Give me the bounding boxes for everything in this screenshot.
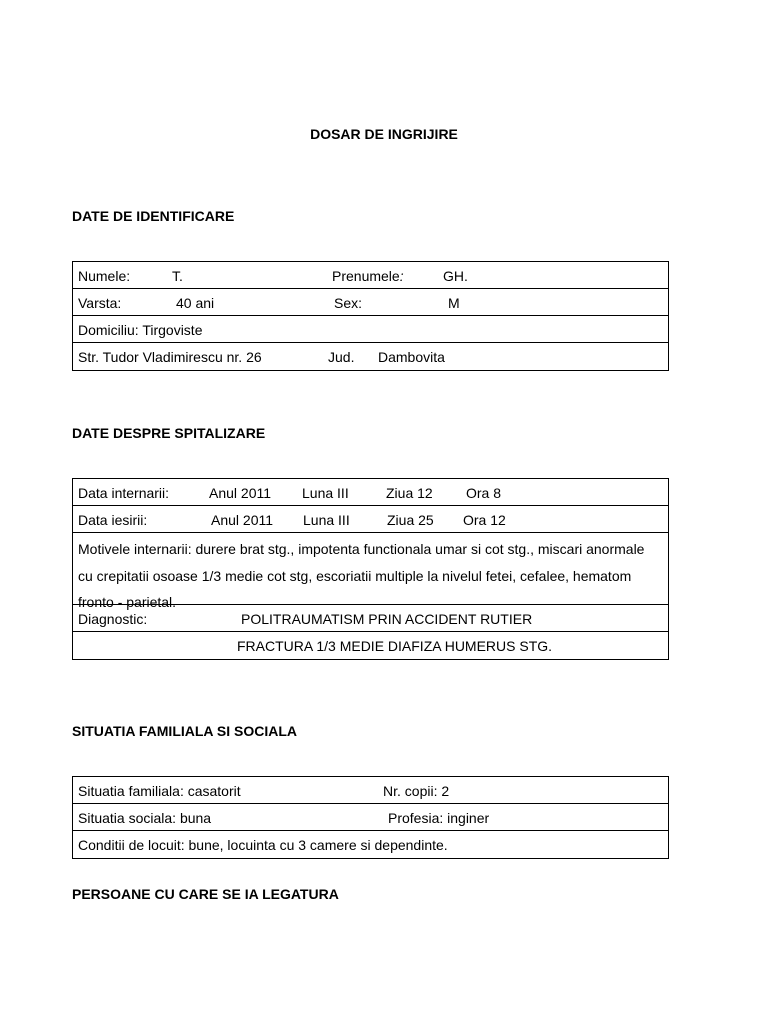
section-heading-spitalizare: DATE DESPRE SPITALIZARE — [72, 425, 266, 441]
diagnostic-label: Diagnostic: — [78, 611, 148, 627]
table-row — [73, 831, 668, 858]
motive-internare-text: Motivele internarii: durere brat stg., impotenta functionala umar si cot stg., miscari anormale cu crepitatii osoase 1/3 medie cot stg, escoriatii multiple la nivelul fetei, cefalee, hematom fronto - parietal. — [78, 541, 645, 610]
section-heading-identificare: DATE DE IDENTIFICARE — [72, 208, 235, 224]
numele-value: T. — [172, 268, 183, 284]
strada-text: Str. Tudor Vladimirescu nr. 26 — [78, 349, 262, 365]
sex-label: Sex: — [334, 295, 363, 311]
table-row — [73, 506, 668, 533]
internare-anul: Anul 2011 — [209, 485, 272, 501]
table-row — [73, 479, 668, 506]
table-row — [73, 605, 668, 632]
iesire-ora: Ora 12 — [463, 512, 506, 528]
varsta-label: Varsta: — [78, 295, 122, 311]
sex-value: M — [448, 295, 460, 311]
internare-ora: Ora 8 — [466, 485, 502, 501]
table-row — [73, 804, 668, 831]
spitalizare-table — [72, 478, 669, 660]
diagnostic-secondary: FRACTURA 1/3 MEDIE DIAFIZA HUMERUS STG. — [237, 638, 553, 654]
situatia-familiala-text: Situatia familiala: casatorit — [78, 783, 241, 799]
table-row — [73, 533, 668, 610]
iesire-ziua: Ziua 25 — [387, 512, 434, 528]
situatia-sociala-text: Situatia sociala: buna — [78, 810, 212, 826]
prenumele-label: Prenumele: — [332, 268, 404, 284]
varsta-value: 40 ani — [176, 295, 215, 311]
section-heading-persoane: PERSOANE CU CARE SE IA LEGATURA — [72, 886, 339, 902]
table-row — [73, 289, 668, 316]
jud-value: Dambovita — [378, 349, 445, 365]
numele-label: Numele: — [78, 268, 131, 284]
identificare-table — [72, 261, 669, 371]
table-row — [73, 262, 668, 289]
section-heading-familiala: SITUATIA FAMILIALA SI SOCIALA — [72, 723, 298, 739]
profesia-text: Profesia: inginer — [388, 810, 490, 826]
iesire-luna: Luna III — [303, 512, 350, 528]
familiala-table — [72, 776, 669, 859]
domiciliu-text: Domiciliu: Tirgoviste — [78, 322, 203, 338]
table-row — [73, 632, 668, 659]
table-row — [73, 316, 668, 343]
internare-label: Data internarii: — [78, 485, 170, 501]
internare-ziua: Ziua 12 — [386, 485, 433, 501]
prenumele-value: GH. — [443, 268, 468, 284]
table-row — [73, 777, 668, 804]
iesire-anul: Anul 2011 — [211, 512, 274, 528]
table-row — [73, 343, 668, 370]
iesire-label: Data iesirii: — [78, 512, 148, 528]
internare-luna: Luna III — [302, 485, 349, 501]
document-title: DOSAR DE INGRIJIRE — [310, 126, 458, 142]
diagnostic-primary: POLITRAUMATISM PRIN ACCIDENT RUTIER — [241, 611, 533, 627]
nr-copii-text: Nr. copii: 2 — [383, 783, 450, 799]
jud-label: Jud. — [328, 349, 355, 365]
conditii-locuit-text: Conditii de locuit: bune, locuinta cu 3 camere si dependinte. — [78, 837, 448, 853]
